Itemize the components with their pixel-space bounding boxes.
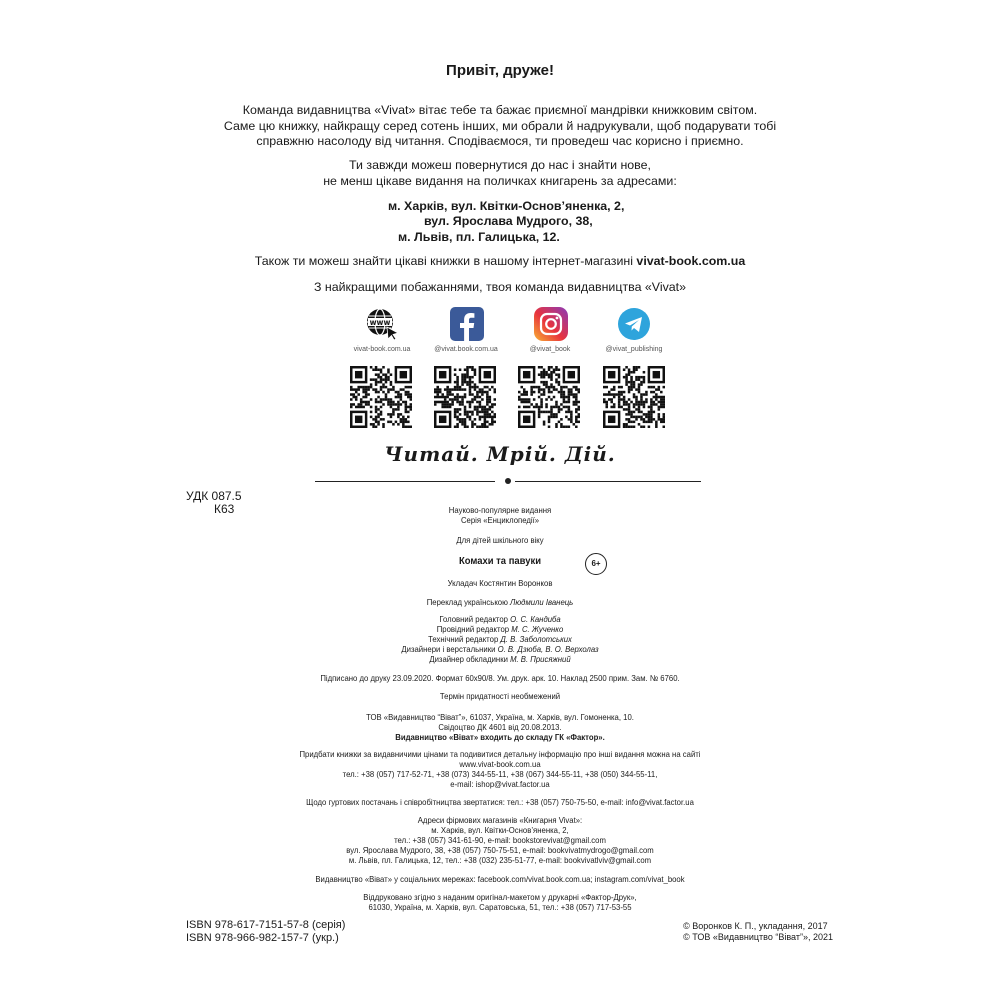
udk-code: УДК 087.5 [186, 489, 242, 503]
editor-name: Д. В. Заболотських [500, 634, 572, 644]
isbn-block [186, 919, 345, 945]
greeting-line: Ти завжди можеш повернутися до нас і знайти нове, [349, 158, 651, 172]
facebook-icon[interactable] [450, 307, 484, 341]
shelf-life: Термін придатності необмежений [439, 691, 561, 701]
copyright-block [683, 921, 833, 943]
age-badge: 6+ [585, 553, 607, 575]
editor-line [50, 634, 950, 644]
qr-code-telegram[interactable] [603, 366, 665, 428]
instagram-icon[interactable] [534, 307, 568, 341]
editor-name: О. В. Дзюба, В. О. Верхолаз [497, 644, 599, 654]
editor-name: М. В. Присяжний [510, 654, 571, 664]
editors-block [50, 614, 950, 664]
address-lviv: м. Львів, пл. Галицька, 12. [398, 230, 560, 244]
svg-text:www: www [369, 317, 391, 327]
publisher-line: ТОВ «Видавництво “Віват”», 61037, Україна, м. Харків, вул. Гомоненка, 10. [366, 712, 634, 722]
divider-right [515, 481, 701, 482]
wholesale-line: Щодо гуртових постачань і співробітництва звертатися: тел.: +38 (057) 750-75-50, e-mail: info@vivat.factor.ua [306, 797, 694, 807]
editor-role: Технічний редактор [428, 634, 501, 644]
copyright-line: © Воронков К. П., укладання, 2017 [683, 921, 828, 931]
editor-role: Дизайнери і верстальники [401, 644, 498, 654]
online-shop-text: Також ти можеш знайти цікаві книжки в нашому інтернет-магазині [254, 254, 637, 268]
greeting-line: Команда видавництва «Vivat» вітає тебе та бажає приємної мандрівки книжковим світом. [242, 103, 758, 117]
editor-line [50, 624, 950, 634]
social-handle: @vivat_publishing [605, 346, 663, 353]
buy-email[interactable]: e-mail: ishop@vivat.factor.ua [450, 779, 550, 789]
shops-line: вул. Ярослава Мудрого, 38, +38 (057) 750-75-51, e-mail: bookvivatmydrogo@gmail.com [346, 845, 654, 855]
qr-code-facebook[interactable] [434, 366, 496, 428]
isbn-series: ISBN 978-617-7151-57-8 (серія) [186, 919, 346, 931]
translator-prefix: Переклад українською [426, 597, 511, 607]
shops-line: Адреси фірмових магазинів «Книгарня Vivat»: [417, 815, 583, 825]
social-handle: vivat-book.com.ua [353, 346, 411, 353]
isbn-ukr: ISBN 978-966-982-157-7 (укр.) [186, 932, 339, 944]
buy-link[interactable]: www.vivat-book.com.ua [459, 759, 541, 769]
printed-line: Віддруковано згідно з наданим оригінал-макетом у друкарні «Фактор-Друк», [363, 892, 637, 902]
online-shop-link[interactable]: vivat-book.com.ua [636, 254, 746, 268]
publisher-block [50, 712, 950, 742]
printed-block [50, 892, 950, 912]
address-mudrogo: вул. Ярослава Мудрого, 38, [424, 214, 593, 228]
editor-role: Провідний редактор [436, 624, 512, 634]
editor-role: Головний редактор [439, 614, 511, 624]
address-kharkiv: м. Харків, вул. Квітки-Основ’яненка, 2, [388, 199, 625, 213]
editor-line [50, 654, 950, 664]
copyright-line: © ТОВ «Видавництво “Віват”», 2021 [683, 932, 833, 942]
translator-name: Людмили Іванець [510, 597, 574, 607]
buy-line: Придбати книжки за видавничими цінами та подивитися детальну інформацію про інші видання можна на сайті [299, 749, 701, 759]
editor-name: О. С. Кандиба [510, 614, 561, 624]
social-networks-line: Видавництво «Віват» у соціальних мережах: facebook.com/vivat.book.com.ua; instagram.com/vivat_book [315, 874, 685, 884]
qr-code-instagram[interactable] [518, 366, 580, 428]
translator [50, 597, 950, 607]
greeting-title: Привіт, друже! [446, 62, 554, 79]
greeting-line: справжню насолоду від читання. Сподіваємося, ти проведеш час корисно і приємно. [256, 134, 744, 148]
editor-line [50, 614, 950, 624]
wishes-line: З найкращими побажаннями, твоя команда видавництва «Vivat» [313, 280, 687, 294]
qr-code-website[interactable] [350, 366, 412, 428]
age-text: Для дітей шкільного віку [456, 535, 544, 545]
divider-left [315, 481, 495, 482]
compiler: Укладач Костянтин Воронков [447, 578, 553, 588]
telegram-icon[interactable] [617, 307, 651, 341]
buy-block [50, 749, 950, 789]
shops-block [50, 815, 950, 865]
greeting-line: Саме цю книжку, найкращу серед сотень інших, ми обрали й надрукували, щоб подарувати тобі [223, 118, 777, 133]
printed-line: 61030, Україна, м. Харків, вул. Саратовська, 51, тел.: +38 (057) 717-53-55 [368, 902, 632, 912]
buy-phones: тел.: +38 (057) 717-52-71, +38 (073) 344-55-11, +38 (067) 344-55-11, +38 (050) 344-55-11, [342, 769, 658, 779]
series: Серія «Енциклопедії» [460, 515, 540, 525]
genre-block [50, 502, 950, 525]
udk-index: К63 [214, 502, 235, 516]
shops-line: тел.: +38 (057) 341-61-90, e-mail: bookstorevivat@gmail.com [394, 835, 606, 845]
social-handle: @vivat_book [529, 346, 571, 353]
divider-dot [505, 478, 511, 484]
greeting-paragraph-2 [0, 158, 1000, 189]
editor-name: М. С. Жученко [511, 624, 564, 634]
social-handle: @vivat.book.com.ua [434, 346, 498, 353]
book-title: Комахи та павуки [458, 555, 542, 567]
greeting-paragraph-1 [0, 103, 1000, 150]
editor-line [50, 644, 950, 654]
publisher-line: Свідоцтво ДК 4601 від 20.08.2013. [438, 722, 562, 732]
genre: Науково-популярне видання [448, 505, 552, 515]
group-line: Видавництво «Віват» входить до складу ГК «Фактор». [395, 732, 605, 742]
print-info: Підписано до друку 23.09.2020. Формат 60х90/8. Ум. друк. арк. 10. Наклад 2500 прим. Зам. № 6760. [320, 673, 680, 683]
shops-line: м. Львів, пл. Галицька, 12, тел.: +38 (032) 235-51-77, e-mail: bookvivatlviv@gmail.com [348, 855, 652, 865]
editor-role: Дизайнер обкладинки [429, 654, 511, 664]
www-cursor-icon[interactable] [365, 307, 399, 341]
slogan: Читай. Мрій. Дій. [384, 442, 616, 466]
greeting-line: не менш цікаве видання на поличках книгарень за адресами: [323, 173, 677, 188]
shops-line: м. Харків, вул. Квітки-Основ’яненка, 2, [431, 825, 569, 835]
online-shop-line [0, 254, 1000, 270]
